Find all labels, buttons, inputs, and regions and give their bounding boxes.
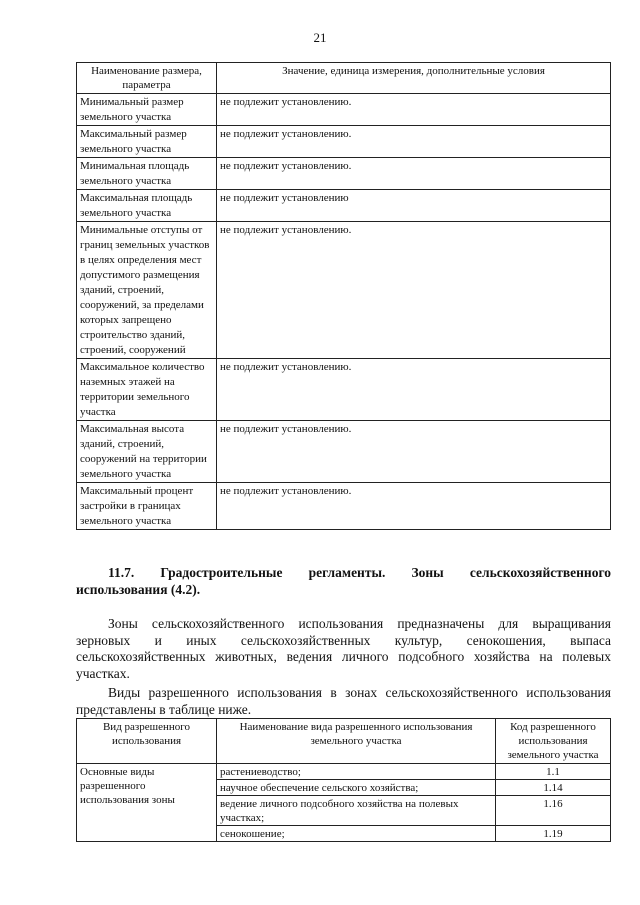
use-code: 1.1 [496, 764, 611, 780]
parameter-name: Максимальная площадь земельного участка [77, 190, 217, 222]
parameter-value: не подлежит установлению. [217, 126, 611, 158]
parameter-value: не подлежит установлению. [217, 158, 611, 190]
use-code: 1.16 [496, 796, 611, 826]
parameter-name: Минимальный размер земельного участка [77, 94, 217, 126]
parameter-name: Максимальное количество наземных этажей на территории земельного участка [77, 359, 217, 421]
use-name: научное обеспечение сельского хозяйства; [217, 780, 496, 796]
table-row [77, 94, 611, 126]
paragraph-table-intro: Виды разрешенного использования в зонах сельскохозяйственного использования представлены в таблице ниже. [76, 685, 611, 717]
parameter-value: не подлежит установлению. [217, 483, 611, 530]
parameter-value: не подлежит установлению. [217, 359, 611, 421]
page-number: 21 [313, 30, 327, 45]
table-row [77, 421, 611, 483]
use-name: сенокошение; [217, 826, 496, 842]
table-header-row [77, 719, 611, 764]
column-header-use-code: Код разрешенного использования земельного участка [496, 719, 611, 764]
use-name: растениеводство; [217, 764, 496, 780]
use-code: 1.19 [496, 826, 611, 842]
parameter-value: не подлежит установлению [217, 190, 611, 222]
parameter-value: не подлежит установлению. [217, 94, 611, 126]
section-heading: 11.7. Градостроительные регламенты. Зоны сельскохозяйственного использования (4.2). [76, 565, 611, 597]
use-group-label: Основные виды разрешенного использования зоны [77, 764, 217, 842]
column-header-parameter: Наименование размера, параметра [77, 63, 217, 94]
parameter-name: Максимальный процент застройки в границах земельного участка [77, 483, 217, 530]
parameter-name: Максимальный размер земельного участка [77, 126, 217, 158]
table-row [77, 222, 611, 359]
table-row [77, 158, 611, 190]
use-code: 1.14 [496, 780, 611, 796]
parameter-name: Максимальная высота зданий, строений, сооружений на территории земельного участка [77, 421, 217, 483]
table-row [77, 483, 611, 530]
table-row [77, 359, 611, 421]
column-header-use-type: Вид разрешенного использования [77, 719, 217, 764]
parameter-name: Минимальная площадь земельного участка [77, 158, 217, 190]
parameter-name: Минимальные отступы от границ земельных участков в целях определения мест допустимого размещения зданий, строений, сооружений, за пределами которых запрещено строительство зданий, строений, сооружений [77, 222, 217, 359]
table-row [77, 190, 611, 222]
table-row [77, 764, 611, 780]
column-header-use-name: Наименование вида разрешенного использования земельного участка [217, 719, 496, 764]
paragraph-zone-purpose: Зоны сельскохозяйственного использования предназначены для выращивания зерновых и иных сельскохозяйственных культур, сенокошения, выпаса сельскохозяйственных животных, ведения личного подсобного хозяйства на полевых участках. [76, 616, 611, 681]
table-header-row [77, 63, 611, 94]
parameter-value: не подлежит установлению. [217, 222, 611, 359]
parameter-value: не подлежит установлению. [217, 421, 611, 483]
permitted-uses-table [76, 718, 611, 842]
parameters-table [76, 62, 611, 530]
use-name: ведение личного подсобного хозяйства на полевых участках; [217, 796, 496, 826]
table-row [77, 126, 611, 158]
column-header-value: Значение, единица измерения, дополнительные условия [217, 63, 611, 94]
